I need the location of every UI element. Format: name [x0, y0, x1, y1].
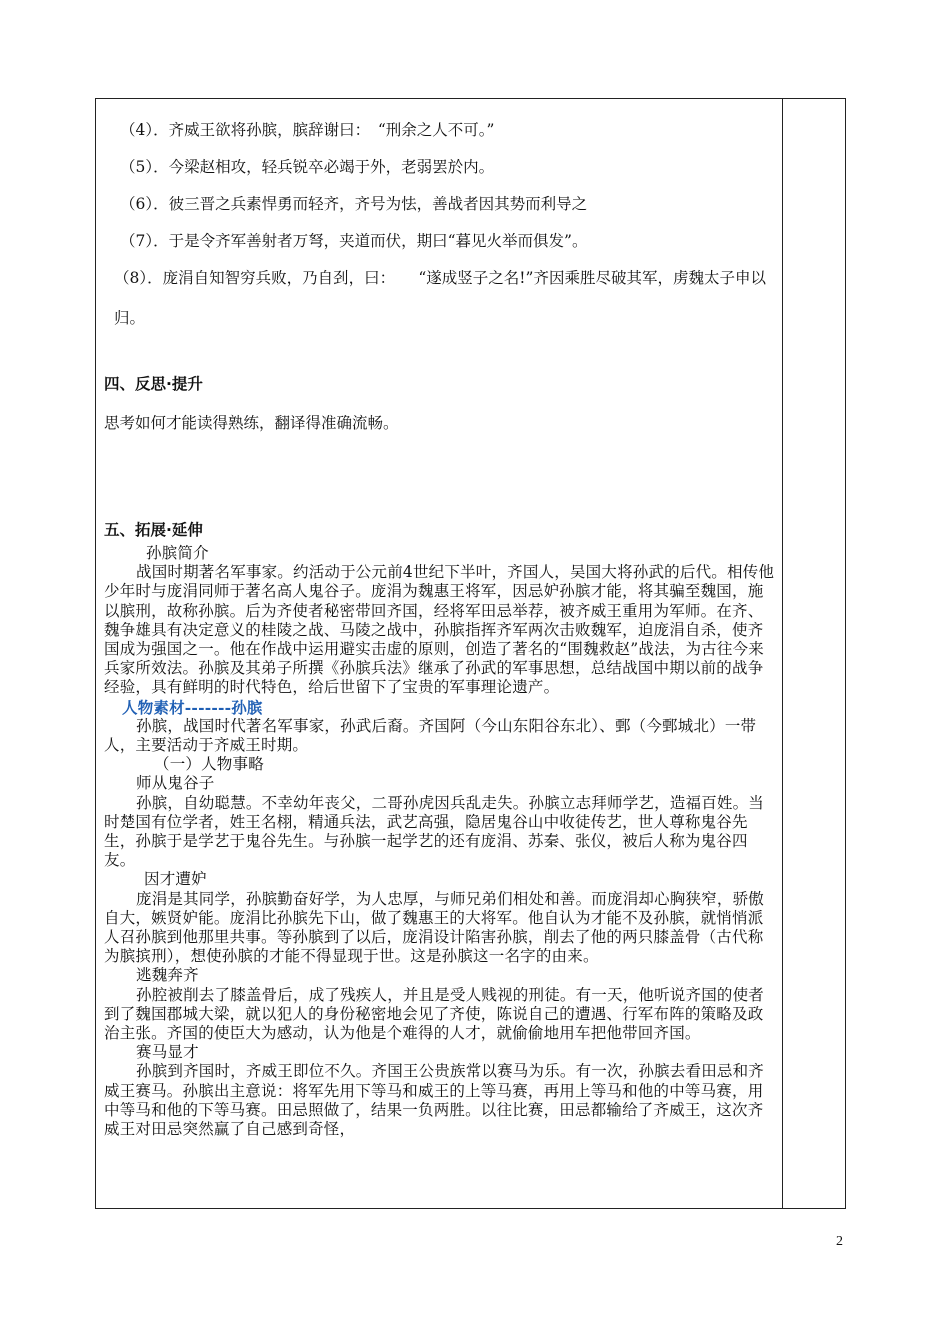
- item-text: 齐威王欲将孙膑，膑辞谢曰： “刑余之人不可。”: [168, 121, 495, 139]
- item-text: 彼三晋之兵素悍勇而轻齐，齐号为怯，善战者因其势而利导之: [168, 195, 588, 213]
- item-text: 于是令齐军善射者万弩，夹道而伏，期曰“暮见火举而俱发”。: [168, 232, 588, 250]
- item-number: （8）．: [114, 269, 163, 287]
- event-title: 因才遭妒: [144, 870, 207, 889]
- section5-heading: 五、拓展·延伸: [104, 521, 203, 539]
- sentence-item-8: [104, 258, 776, 338]
- item-number: （5）．: [120, 158, 169, 176]
- main-cell: [104, 112, 776, 1139]
- event-body: 孙腔被削去了膝盖骨后，成了残疾人，并且是受人贱视的刑徒。有一天，他听说齐国的使者到了魏国郡城大梁，就以犯人的身份秘密地会见了齐使，陈说自己的遭遇、行军布阵的策略及政治主张。齐国的使臣大为感动，认为他是个难得的人才，就偷偷地用车把他带回齐国。: [104, 985, 765, 1043]
- sentence-item-7: [104, 223, 776, 260]
- event-title: 赛马显才: [136, 1043, 199, 1062]
- item-number: （4）．: [120, 121, 169, 139]
- item-number: （7）．: [120, 232, 169, 250]
- column-divider: [782, 98, 783, 1209]
- intro-body: 战国时期著名军事家。约活动于公元前4世纪下半叶，齐国人，吴国大将孙武的后代。相传他少年时与庞涓同师于著名高人鬼谷子。庞涓为魏惠王将军，因忌妒孙膑才能，将其骗至魏国，施以膑刑，故称孙膑。后为齐使者秘密带回齐国，经将军田忌举荐，被齐威王重用为军师。在齐、魏争雄具有决定意义的桂陵之战、马陵之战中，孙膑指挥齐军两次击败魏军，迫庞涓自杀，使齐国成为强国之一。他在作战中运用避实击虚的原则，创造了著名的“围魏救赵”战法，为古往今来兵家所效法。孙膑及其弟子所撰《孙膑兵法》继承了孙武的军事思想，总结战国中期以前的战争经验，具有鲜明的时代特色，给后世留下了宝贵的军事理论遗产。: [104, 563, 775, 697]
- event-title: 师从鬼谷子: [136, 774, 215, 793]
- sentence-item-5: [104, 149, 776, 186]
- item-text: 今梁赵相攻，轻兵锐卒必竭于外，老弱罢於内。: [168, 158, 495, 176]
- page-number: 2: [836, 1234, 843, 1249]
- section4-heading: 四、反思·提升: [104, 375, 203, 393]
- event-body: 孙膑到齐国时，齐威王即位不久。齐国王公贵族常以赛马为乐。有一次，孙膑去看田忌和齐威王赛马。孙膑出主意说：将军先用下等马和威王的上等马赛，再用上等马和他的中等马赛，用中等马和他的下等马赛。田忌照做了，结果一负两胜。以往比赛，田忌都输给了齐威王，这次齐威王对田忌突然赢了自己感到奇怪，: [104, 1062, 765, 1139]
- event-body: 庞涓是其同学，孙膑勤奋好学，为人忠厚，与师兄弟们相处和善。而庞涓却心胸狭窄，骄傲自大，嫉贤妒能。庞涓比孙膑先下山，做了魏惠王的大将军。他自认为才能不及孙膑，就悄悄派人召孙膑到他那里共事。等孙膑到了以后，庞涓设计陷害孙膑，削去了他的两只膝盖骨（古代称为膑摈刑），想使孙膑的才能不得显现于世。这是孙膑这一名字的由来。: [104, 889, 765, 966]
- event-title: 逃魏奔齐: [136, 966, 199, 985]
- sentence-item-4: [104, 112, 776, 149]
- section4-body: 思考如何才能读得熟练，翻译得准确流畅。: [104, 414, 399, 432]
- item-number: （6）．: [120, 195, 169, 213]
- event-body: 孙膑，自幼聪慧。不幸幼年丧父，二哥孙虎因兵乱走失。孙膑立志拜师学艺，造福百姓。当时楚国有位学者，姓王名栩，精通兵法，武艺高强，隐居鬼谷山中收徒传艺，世人尊称鬼谷先生，孙膑于是学艺于鬼谷先生。与孙膑一起学艺的还有庞涓、苏秦、张仪，被后人称为鬼谷四友。: [104, 793, 765, 870]
- events-title: （一）人物事略: [154, 755, 264, 774]
- material-body: 孙膑，战国时代著名军事家，孙武后裔。齐国阿（今山东阳谷东北）、鄄（今鄄城北）一带人，主要活动于齐威王时期。: [104, 716, 757, 755]
- intro-title: 孙膑简介: [146, 544, 209, 562]
- item-text: 庞涓自知智穷兵败，乃自刭，曰： “遂成竖子之名!”齐因乘胜尽破其军，虏魏太子申以归。: [114, 269, 766, 327]
- material-title: 人物素材-------孙膑: [122, 697, 263, 717]
- sentence-item-6: [104, 186, 776, 223]
